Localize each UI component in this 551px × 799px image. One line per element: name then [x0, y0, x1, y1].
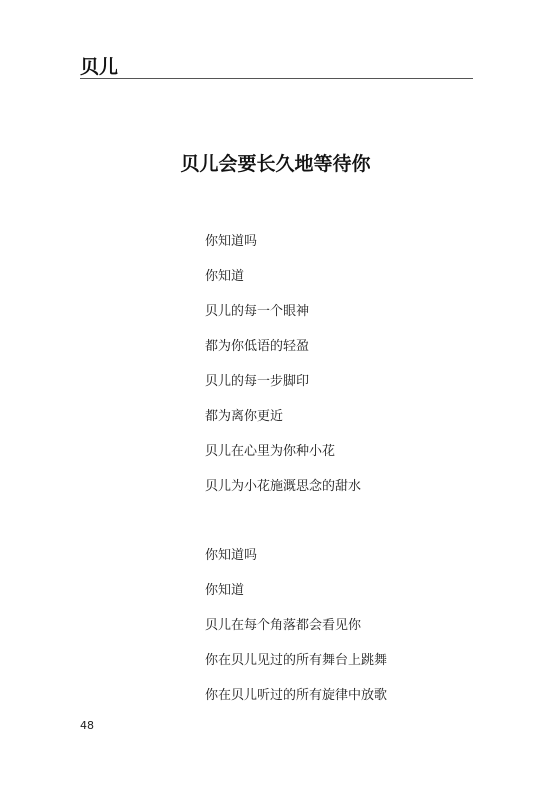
poem-line: 你知道吗 — [205, 234, 258, 249]
poem-line: 你知道吗 — [205, 548, 258, 563]
running-header-title: 贝儿 — [80, 56, 119, 78]
poem-line: 贝儿为小花施溉思念的甜水 — [205, 479, 362, 494]
poem-line: 贝儿的每一步脚印 — [205, 374, 310, 389]
running-header — [80, 56, 473, 79]
poem-line: 都为你低语的轻盈 — [205, 339, 310, 354]
poem-line: 你在贝儿见过的所有舞台上跳舞 — [205, 653, 388, 668]
poem-line: 你知道 — [205, 269, 245, 284]
stanza-2 — [205, 548, 387, 723]
poem-line: 贝儿的每一个眼神 — [205, 304, 310, 319]
stanza-1 — [205, 234, 361, 514]
poem-line: 你在贝儿听过的所有旋律中放歌 — [205, 688, 388, 703]
page-number: 48 — [80, 719, 94, 732]
poem-line: 都为离你更近 — [205, 409, 284, 424]
poem-line: 贝儿在心里为你种小花 — [205, 444, 336, 459]
poem-line: 贝儿在每个角落都会看见你 — [205, 618, 362, 633]
poem-title: 贝儿会要长久地等待你 — [180, 153, 371, 175]
poem-line: 你知道 — [205, 583, 245, 598]
